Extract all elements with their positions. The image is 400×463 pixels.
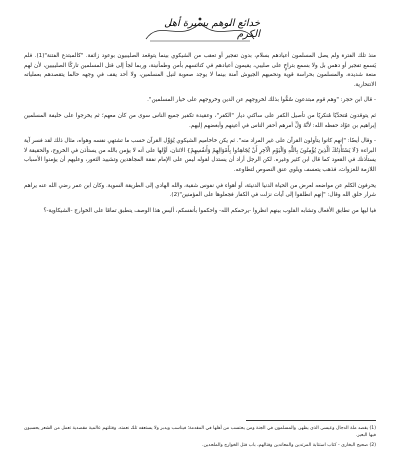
paragraph: فيا ليها من نطابق الأفعال وتشابه القلوب بينهم انظروا -يرحمكم الله- واحكموا بأنفسكم، أليس هذا الوصف ينطبق تمامًا على الخوارج -الشيكاوية-؟ [43, 207, 376, 214]
paragraph: منذ تلك الفترة ولم يصل المسلمون أعيادهم بسلام، بدون تفجير أو تعقب من الشيكوي بينما يتوقعد الصليبيون بوعود زائفة. "كالمبتدع الفتنة"(1). فلم يَسمع تفجير أو دهس بل ولا بسمع بتراخٍ على صليبي، يقيمون أعيادهم في كنائسهم بأمن وطمأنينة، وربما لجأ إلى قتل المسلمين تاركًا الصليبيين، لأن لهم منعة شديدة، والمسلمون بحراسة قوية ونحميهم الجيوش آمنة بينما لا يوجد صعوبة لنيل المسلمين، ولا أحد يقف في وجهه حالما يتقصدهم بعملياته الانتحارية. [24, 53, 376, 88]
page-title: خدائع الوهم بسيرة أهل الكرم [164, 18, 260, 40]
paragraph: يحرفون الكلم عن مواضعه لعرض من الحياة الدنيا الدنيئة، أو أهواء في نفوس شقية، والله الهادي إلى الطريقة السوية. وكان ابن عمر رضي الله عنه يراهم شرار خلق الله وقال: "إنهم انطلقوا إلى آيات نزلت في الكفار فجعلوها على المؤمنين"(2). [24, 182, 376, 199]
paragraph: ثم يتوقدون مُتحدِّيًا مُنكريًا من تأصيل الكفر على ساكني ديار "الكفر"، وعقيدة تكفير جميع الناس سوى من كان معهم؛ ثم يخرجوا على خليفة المسلمين إبراهيم بن عوّاد حفظه الله: لأنَّهُ وَلِّ أمرهم أحقر الناس في أعينهم وأبغضهم إليهم. [24, 112, 376, 129]
page-header [24, 10, 376, 48]
footnote-divider [246, 420, 376, 421]
footnote: (1) يقصد ملة الدجال وعيسى الذي يظهر. والمسلمون في الجنة ومن يحتسب من أهلها في المقدمة؛ فيناسب ويدبر ولا يستعفه تلك نعمته. وقتلتهم عالمية مقصدية تعمل من الشعر يحسبون فيها البعير. [24, 425, 376, 439]
paragraph: - وقال أيضًا: "إنهم كانوا يتأولون القرآن على غير المراد منه". ثم يكن خاخاميم الشيكوي يُؤوِّل القرآن حسب ما تشتهي نفسه وهواه، مثال ذلك لقد فسر آية البراءة {لَا يَسْتَأْذِنُكَ الَّذِينَ يُؤْمِنُونَ بِاللَّهِ وَالْيَوْمِ الْآخِرِ أَنْ يُجَاهِدُوا بِأَمْوَالِهِمْ وَأَنفُسِهِمْ} الاثنان، أوَّلها على أنه لا يؤمن بالله من يستأذن في الخروج، والحقيقة لا يستأذنك في القعود كما قال ابن كثير وغيره. لكن الرجل أراد أن يستدل لقوله ليس على الإمام نفقة المجاهدين وتشييد الثغور، وعليهم أن يؤمنوا الأسباب اللازمة للغزوات، فذهب يتعسف ويلوي عنق النصوص لتطاوعه. [24, 138, 376, 173]
footnotes [24, 420, 376, 451]
title-ornament [140, 13, 260, 45]
paragraph: - قال ابن حجر: "وهم قوم مبتدعون سُمُّوا بذلك لخروجهم عن الدين وخروجهم على خيار المسلمين". [147, 97, 376, 104]
footnote: (2) صحيح البخاري - كتاب استتابة المرتدين والمعاندين وقتالهم، باب قتل الخوارج والملحدين. [202, 442, 376, 448]
